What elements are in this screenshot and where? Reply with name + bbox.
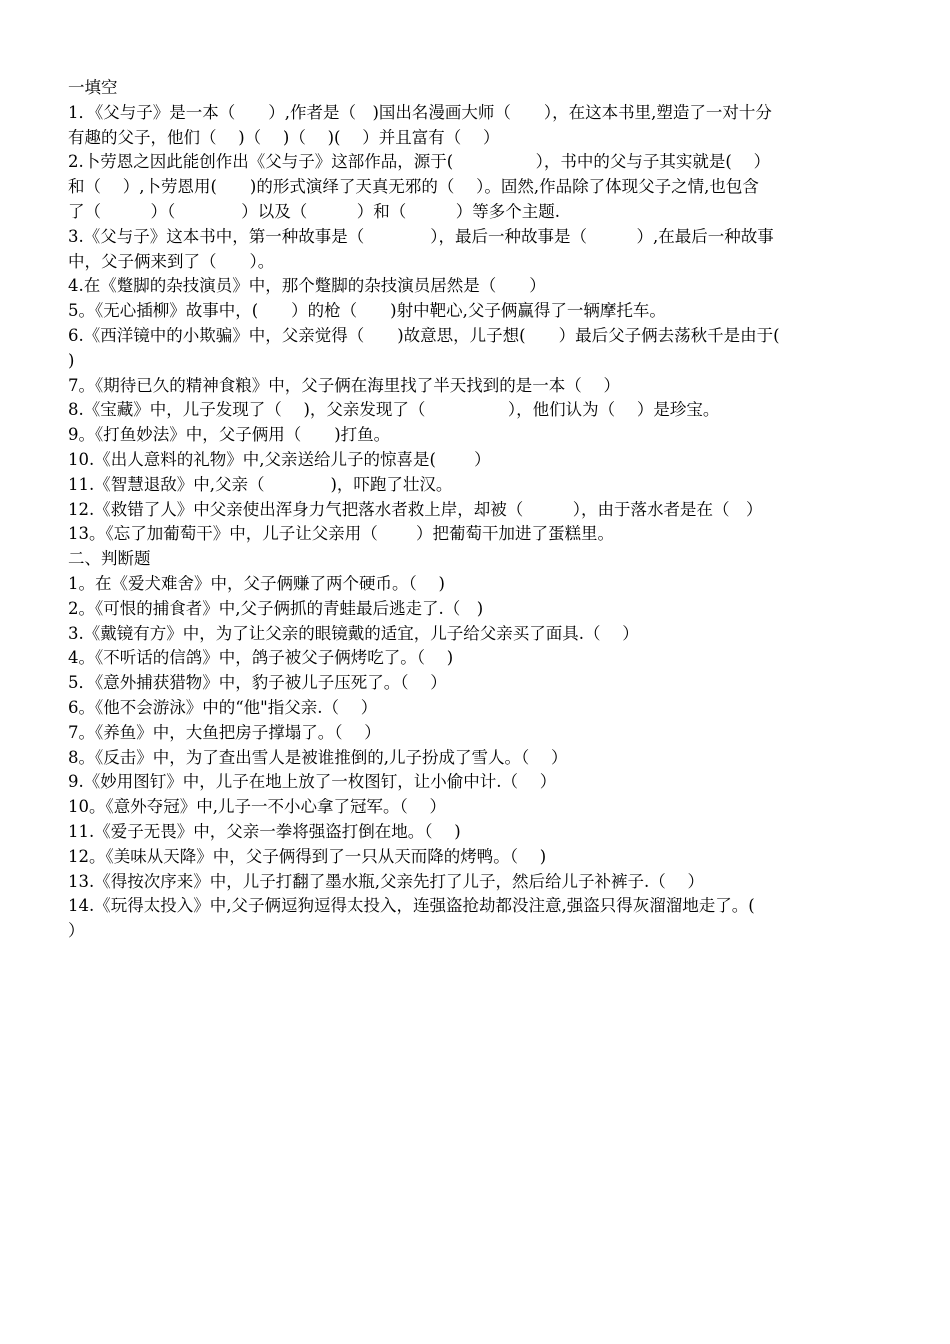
fill-blank-line: 10.《出人意料的礼物》中,父亲送给儿子的惊喜是( ） bbox=[68, 449, 491, 469]
true-false-line: 9.《妙用图钉》中，儿子在地上放了一枚图钉，让小偷中计.（ ） bbox=[68, 772, 557, 792]
true-false-line: 14.《玩得太投入》中,父子俩逗狗逗得太投入，连强盗抢劫都没注意,强盗只得灰溜溜地走了。( bbox=[68, 896, 755, 916]
true-false-line: 2。《可恨的捕食者》中,父子俩抓的青蛙最后逃走了.（ ) bbox=[68, 598, 484, 618]
true-false-line: 1。在《爱犬难舍》中，父子俩赚了两个硬币。（ ) bbox=[68, 573, 445, 593]
fill-blank-line: 中，父子俩来到了（ ）。 bbox=[68, 251, 275, 271]
fill-blank-line: 7。《期待已久的精神食粮》中，父子俩在海里找了半天找到的是一本（ ） bbox=[68, 375, 620, 395]
fill-blank-line: 11.《智慧退敌》中,父亲（ )，吓跑了壮汉。 bbox=[68, 474, 453, 494]
fill-blank-line: 5。《无心插柳》故事中，( ）的枪（ )射中靶心,父子俩赢得了一辆摩托车。 bbox=[68, 301, 666, 321]
section-title-true-false: 二、判断题 bbox=[68, 549, 151, 569]
fill-blank-line: 8.《宝藏》中，儿子发现了（ )，父亲发现了（ ），他们认为（ ）是珍宝。 bbox=[68, 400, 720, 420]
true-false-line: 4。《不听话的信鸽》中，鸽子被父子俩烤吃了。（ ) bbox=[68, 648, 454, 668]
fill-blank-line: 3.《父与子》这本书中，第一种故事是（ ），最后一种故事是（ ）,在最后一种故事 bbox=[68, 226, 774, 246]
true-false-line: 13.《得按次序来》中，儿子打翻了墨水瓶,父亲先打了儿子，然后给儿子补裤子.（ ） bbox=[68, 871, 704, 891]
fill-blank-line: 1．《父与子》是一本（ ）,作者是（ )国出名漫画大师（ ），在这本书里,塑造了一对十分 bbox=[68, 102, 772, 122]
true-false-line: 7。《养鱼》中，大鱼把房子撑塌了。（ ） bbox=[68, 722, 381, 742]
true-false-line: 3.《戴镜有方》中，为了让父亲的眼镜戴的适宜，儿子给父亲买了面具.（ ） bbox=[68, 623, 639, 643]
worksheet-page bbox=[68, 76, 886, 944]
true-false-line: 10。《意外夺冠》中,儿子一不小心拿了冠军。（ ） bbox=[68, 797, 446, 817]
true-false-line: 11.《爱子无畏》中，父亲一拳将强盗打倒在地。（ ) bbox=[68, 821, 461, 841]
true-false-line: 12。《美味从天降》中，父子俩得到了一只从天而降的烤鸭。（ ) bbox=[68, 846, 547, 866]
true-false-line: 8。《反击》中，为了查出雪人是被谁推倒的,儿子扮成了雪人。（ ） bbox=[68, 747, 568, 767]
fill-blank-line: 4.在《蹩脚的杂技演员》中，那个蹩脚的杂技演员居然是（ ） bbox=[68, 276, 546, 296]
true-false-line: 6。《他不会游泳》中的“他"指父亲.（ ） bbox=[68, 697, 378, 717]
fill-blank-line: 有趣的父子，他们（ )（ )（ )( ）并且富有（ ） bbox=[68, 127, 500, 147]
fill-blank-line: 13。《忘了加葡萄干》中，儿子让父亲用（ ）把葡萄干加进了蛋糕里。 bbox=[68, 524, 614, 544]
fill-blank-line: 2.卜劳恩之因此能创作出《父与子》这部作品，源于( ），书中的父与子其实就是( ） bbox=[68, 152, 771, 172]
true-false-line: ） bbox=[68, 921, 85, 941]
fill-blank-line: ) bbox=[68, 350, 75, 370]
fill-blank-line: 和（ ）,卜劳恩用( )的形式演绎了天真无邪的（ ）。固然,作品除了体现父子之情,也包含 bbox=[68, 177, 759, 197]
section-title-fill-blank: 一填空 bbox=[68, 78, 118, 97]
fill-blank-line: 12.《救错了人》中父亲使出浑身力气把落水者救上岸，却被（ ），由于落水者是在（ ） bbox=[68, 499, 763, 519]
true-false-line: 5．《意外捕获猎物》中，豹子被儿子压死了。（ ） bbox=[68, 673, 447, 693]
fill-blank-line: 6.《西洋镜中的小欺骗》中，父亲觉得（ )故意思，儿子想( ）最后父子俩去荡秋千是由于( bbox=[68, 325, 780, 345]
fill-blank-line: 9。《打鱼妙法》中，父子俩用（ )打鱼。 bbox=[68, 425, 391, 445]
fill-blank-line: 了（ ）（ ）以及（ ）和（ ）等多个主题. bbox=[68, 201, 560, 221]
